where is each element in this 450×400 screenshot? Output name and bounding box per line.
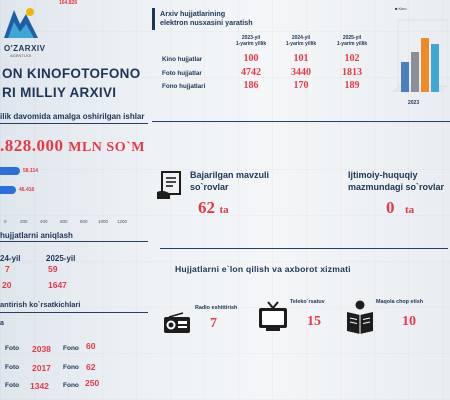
tv-label: Teleko`rsatuv bbox=[290, 299, 325, 305]
indicator-row3-value2: 250 bbox=[85, 378, 100, 388]
income-axis bbox=[0, 219, 128, 225]
col-period: 1-yarim yillik bbox=[336, 40, 368, 47]
income-bar-2-label: 58.114 bbox=[23, 168, 39, 174]
mini-chart-legend-text: Kino bbox=[398, 6, 407, 11]
table-title bbox=[160, 9, 253, 27]
indicator-row2-label2: Fono bbox=[63, 364, 79, 371]
axis-tick: 0 bbox=[4, 219, 7, 224]
axis-tick: 400 bbox=[40, 219, 48, 224]
article-value: 10 bbox=[402, 314, 416, 329]
indicator-row2-value2: 62 bbox=[86, 362, 96, 372]
divider bbox=[0, 123, 148, 124]
indicator-row2-value1: 2017 bbox=[32, 363, 51, 373]
income-total-unit: MLN SO`M bbox=[68, 140, 145, 155]
divider bbox=[0, 241, 148, 242]
indicator-row1-label1: Foto bbox=[5, 345, 20, 352]
indicator-row2-label1: Foto bbox=[5, 364, 20, 371]
divider bbox=[152, 121, 450, 122]
col-year: 2025-yil bbox=[342, 35, 362, 41]
topics-label bbox=[190, 170, 269, 193]
mini-chart-x-label: 2023 bbox=[408, 100, 420, 106]
agency-logo bbox=[0, 4, 40, 42]
table-cell: 102 bbox=[344, 53, 360, 64]
axis-tick: 800 bbox=[80, 219, 88, 224]
mini-bar bbox=[431, 44, 439, 92]
table-cell: 170 bbox=[293, 80, 309, 91]
indicator-row3-label2: Fono bbox=[63, 382, 79, 389]
income-total bbox=[0, 136, 145, 156]
publication-title: Hujjatlarni e`lon qilish va axborot xizmati bbox=[175, 264, 351, 274]
axis-tick: 600 bbox=[60, 219, 68, 224]
identified-col1-label: 24-yil bbox=[0, 254, 21, 263]
tv-value: 15 bbox=[307, 314, 321, 329]
income-total-value: .828.000 bbox=[0, 136, 64, 155]
topics-label-line2: so`rovlar bbox=[190, 181, 229, 192]
table-cell: 100 bbox=[243, 53, 259, 64]
col-period: 1-yarim yillik bbox=[285, 40, 317, 47]
identified-title: hujjatlarni aniqlash bbox=[0, 231, 73, 240]
topics-value: 62 bbox=[198, 198, 215, 217]
col-year: 2023-yil bbox=[241, 35, 261, 41]
mini-bar bbox=[421, 38, 429, 92]
divider bbox=[0, 312, 148, 313]
table-cell: 101 bbox=[293, 53, 309, 64]
indicator-row1-label2: Fono bbox=[63, 345, 79, 352]
axis-tick: 1000 bbox=[98, 219, 109, 224]
indicator-row1-value1: 2038 bbox=[32, 344, 51, 354]
logo-text: O'ZARXIV bbox=[4, 44, 46, 53]
table-col-header-1 bbox=[229, 36, 273, 48]
social-value: 0 bbox=[386, 198, 395, 217]
indicator-row1-value2: 60 bbox=[86, 341, 96, 351]
axis-tick: 1200 bbox=[117, 219, 128, 224]
table-col-header-3 bbox=[330, 36, 374, 48]
mini-bar bbox=[401, 62, 409, 92]
archive-title-line1: ON KINOFOTOFONO bbox=[2, 66, 141, 81]
social-label bbox=[348, 170, 444, 193]
table-cell: 186 bbox=[243, 80, 259, 91]
table-title-line2: elektron nusxasini yaratish bbox=[160, 18, 253, 27]
table-cell: 189 bbox=[344, 80, 360, 91]
table-row-2-label: Foto hujjatlar bbox=[162, 70, 202, 77]
income-bar-1-label: 164.828 bbox=[59, 0, 78, 6]
table-row-1-label: Kino hujjatlar bbox=[162, 56, 203, 63]
table-cell: 4742 bbox=[241, 67, 261, 78]
social-label-line2: mazmundagi so`rovlar bbox=[348, 181, 445, 192]
archive-title-line2: RI MILLIY ARXIVI bbox=[2, 85, 117, 100]
axis-tick: 200 bbox=[20, 219, 28, 224]
identified-r1-v2: 59 bbox=[48, 264, 58, 274]
identified-r2-v1: 20 bbox=[2, 280, 12, 290]
indicator-row3-value1: 1342 bbox=[30, 381, 49, 391]
logo-subtext: AGENTLIGI bbox=[10, 53, 32, 58]
social-label-line1: Ijtimoiy-huquqiy bbox=[348, 170, 418, 180]
income-subtitle: ilik davomida amalga oshirilgan ishlar bbox=[0, 112, 145, 121]
radio-value: 7 bbox=[210, 316, 217, 331]
mini-chart-legend: ■ Kino bbox=[395, 6, 407, 11]
table-col-header-2 bbox=[279, 36, 323, 48]
topics-label-line1: Bajarilgan mavzuli bbox=[190, 170, 270, 180]
table-title-line1: Arxiv hujjatlarining bbox=[160, 9, 226, 18]
radio-icon bbox=[163, 312, 191, 334]
identified-r1-v1: 7 bbox=[5, 264, 10, 274]
col-year: 2024-yil bbox=[291, 35, 311, 41]
divider bbox=[160, 248, 448, 249]
table-cell: 1813 bbox=[342, 67, 362, 78]
mini-bar-chart bbox=[390, 14, 448, 98]
mini-bar bbox=[411, 52, 419, 92]
table-cell: 3440 bbox=[291, 67, 311, 78]
income-bar-1 bbox=[0, 167, 20, 175]
table-title-accent bbox=[152, 8, 155, 30]
indicator-row3-label1: Foto bbox=[5, 382, 20, 389]
tv-icon bbox=[258, 300, 288, 332]
social-unit: ta bbox=[404, 204, 415, 216]
indicators-subtitle: a bbox=[0, 320, 4, 327]
income-bar-3-label: 46.416 bbox=[19, 187, 35, 193]
topics-unit: ta bbox=[219, 204, 229, 216]
identified-col2-label: 2025-yil bbox=[46, 254, 76, 263]
col-period: 1-yarim yillik bbox=[235, 40, 267, 47]
identified-r2-v2: 1647 bbox=[48, 280, 67, 290]
social-value-group bbox=[386, 198, 414, 218]
indicators-title: antirish ko`rsatkichlari bbox=[0, 300, 81, 309]
table-row-3-label: Fono hujjatlari bbox=[162, 83, 206, 90]
newspaper-reader-icon bbox=[345, 300, 375, 334]
document-hand-icon bbox=[156, 170, 184, 200]
topics-value-group bbox=[198, 198, 229, 218]
income-bar-2 bbox=[0, 186, 16, 194]
radio-label: Radio eshittirish bbox=[195, 305, 238, 311]
article-label: Maqola chop etish bbox=[376, 299, 424, 305]
